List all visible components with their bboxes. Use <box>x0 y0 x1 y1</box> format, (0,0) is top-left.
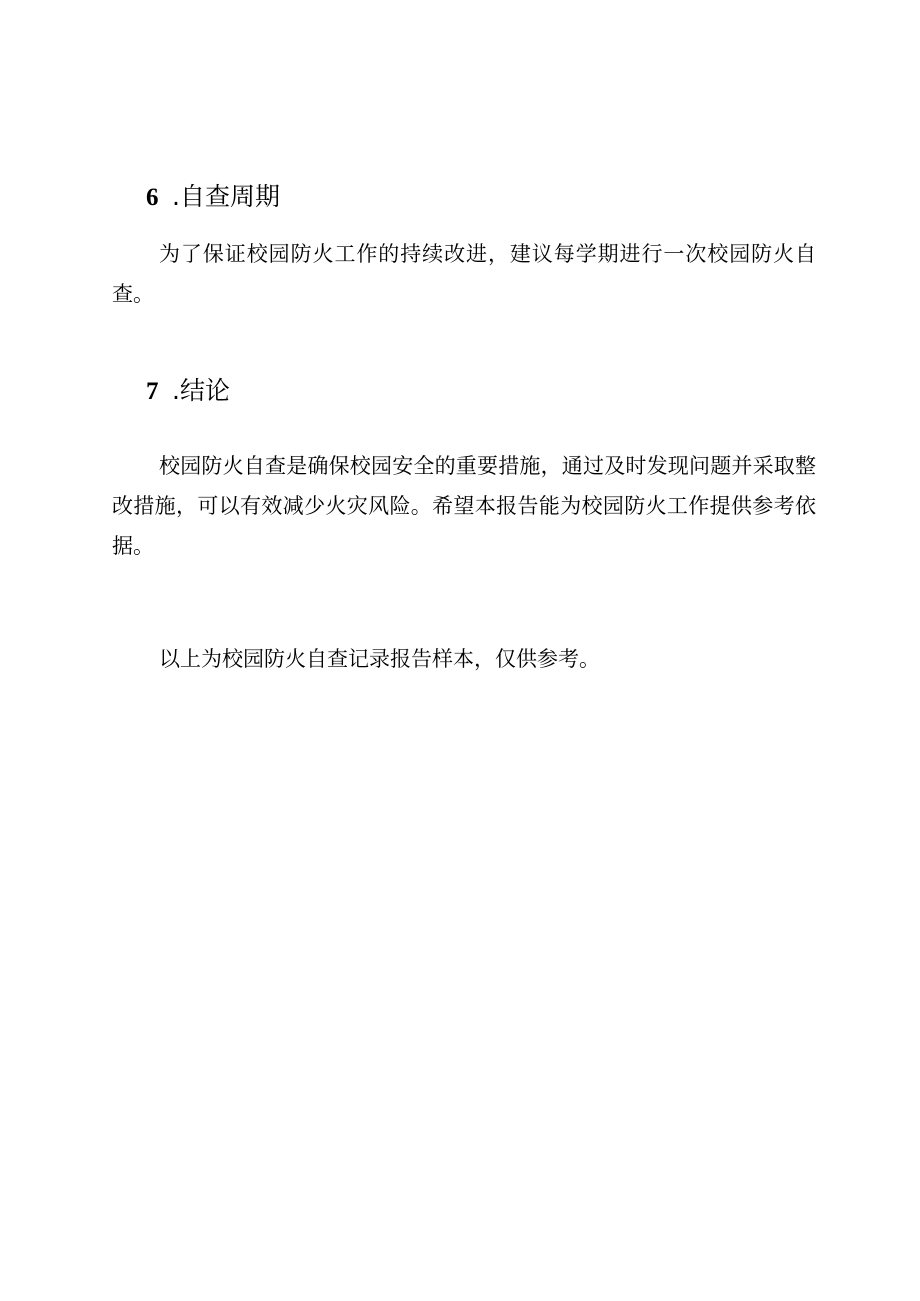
section-6-paragraph: 为了保证校园防火工作的持续改进，建议每学期进行一次校园防火自查。 <box>112 242 816 306</box>
section-6-title: .自查周期 <box>172 182 280 211</box>
section-6-number: 6 <box>146 184 159 211</box>
section-6-heading <box>146 182 280 213</box>
section-7-number: 7 <box>146 378 159 405</box>
closing-note: 以上为校园防火自查记录报告样本，仅供参考。 <box>159 647 600 671</box>
section-7-paragraph: 校园防火自查是确保校园安全的重要措施，通过及时发现问题并采取整改措施，可以有效减少火灾风险。希望本报告能为校园防火工作提供参考依据。 <box>112 454 816 558</box>
section-7-heading <box>146 376 230 407</box>
section-7-title: .结论 <box>172 376 230 405</box>
